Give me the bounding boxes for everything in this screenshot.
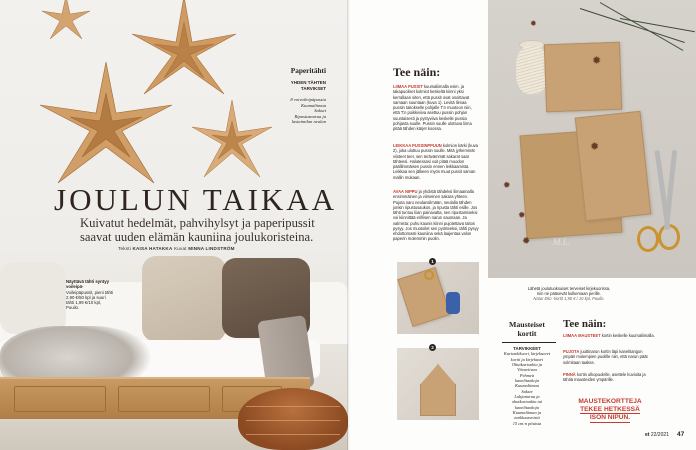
supply-item: Kuumaliimaa ja [512,410,542,416]
step-lead: AVAA NIPPU [393,189,418,194]
supply-item: kortti ja kirjekuori [510,356,544,362]
step-lead: PUJOTA [563,349,580,354]
supply-item: Sakset [521,388,533,394]
star-anise-icon: ✹ [592,55,602,67]
kraft-card [575,111,652,221]
desk-handwriting: M.L. [553,237,571,247]
step-lead: LIIMAA MAUSTEET [563,333,601,338]
step-body: kuumaliimalla esim. ja takapuoliset kolmiot keskeltä kiinni yksi kerrallaan siten, että pussit ovat osoittavat samaan suuntaan (kuva 1). Levitä liimaa pussin taitokselle pohjalle T:n muotoon niin, että T:n poikkiviiva asettuu pussin pohjan suuntaisesti ja pystyviiva keskelle pussia pohjasta suulle. Pussin suulle ulottuva liima pitää tähden kärjet koossa. [393,84,472,131]
pouf-stitch [246,420,340,421]
tip-line: TEKEE HETKESSÄ [580,405,640,413]
title-line: kortit [517,328,537,338]
supply-item: kanelitankoja [515,378,539,384]
supply-item: Kartonkikuori, kirjekuoret [503,351,551,357]
supply-item: lasiaimilan neulan [291,119,326,125]
spice-cards-supplies [492,346,562,426]
step-lead: LEIKKAA PUSSINPPUUN [393,143,442,148]
supply-item: tarkkuusveistä [514,415,540,421]
scissors-icon [424,270,434,280]
paper-star-small-top [40,0,92,42]
star-anise-icon: ✹ [503,180,511,190]
how-to-title: Tee näin: [393,65,441,79]
magazine-brand: et [645,432,650,438]
step-body: juuttinarun kortin läpi kanelitangon ympäri molempien puolille niin, että narun päät solmitaan taakse. [563,349,648,365]
instruction-step-1 [393,84,479,131]
title-line: Mausteiset [509,320,545,329]
article-credits [118,246,235,251]
supply-item: Kuumaliimaa [300,102,326,108]
card-step-1 [563,333,655,338]
caption-credit: Natur Eko -kortit 1,90 € / 10 kpl, Puuilo. [533,296,605,302]
supply-item: Pehmeä [519,372,535,378]
supply-item: Sakset [314,108,326,114]
scissors-handle [637,226,659,252]
star-anise-icon: ✹ [518,210,526,220]
pouf-stitch [246,406,340,407]
caption-sub-line: TARVIKSET [300,85,326,91]
supply-item: Ohutkartonkia ja [511,362,543,368]
pouf-stitch [246,434,340,435]
step-lead: LIIMAA PUSSIT [393,84,423,89]
credit-author: KAISA HATAKKA [132,246,173,251]
tip-line: MAUSTEKORTTEJA [578,398,642,405]
supply-item: kanelitankoja [515,404,539,410]
desk-photo-caption [494,286,644,302]
step-body: ja yhdistä tähdeksi liimaamalla ensimmäinen ja viimeinen sakara yhteen. Pujota naru neulansilmään, neulalla tähden jonkin ripustusaukon, ja ripusta tähti esille. Jos tähti tuntuu liian painavalta, sen ripustamiseksi voi kiinnittää erillisen narun saumaan. Ja valmista: puhu kaunis kiinni pujotettava taitos pysyy. Jos muotoilet sen pyörteeksi, tähti pysyy ehdottomasti kauniina sekä laajentaa valon paperin molemmin puolin. [393,189,479,242]
supply-item: Viivaviivaa [517,367,537,373]
credit-label: Teksti [118,246,131,251]
supply-item: 8 voivoileipäpussia [290,97,326,102]
subhead-line: saavat uuden elämän kauniina joulukoristeina. [80,229,314,244]
supply-item: 15 cm:n pituisia [512,420,542,426]
how-to-title-2: Tee näin: [563,318,607,330]
step-body: kolmion kärki (kuva 2), joka ulottuu pussin suulle. Mitä jyrkemmät viisteet teet, sen terävämmät sakarat saat tähteesi. Halutessasi voit pitää muodon päällimmäisen pussin ennen leikkaamista. Leikkaa sen jälkeen myös muut pussit saman mallin mukaan. [393,143,478,180]
page-gutter [347,0,350,450]
issue-number: 22/2021 [650,432,669,438]
kraft-card [544,42,622,113]
step-number-badge: 2 [429,344,436,351]
divider [502,342,556,343]
caption-title: Paperitähti [290,66,326,75]
product-note-text: Voileipäpussit, pieni tähti 2,90 €/50 kpl ja suuri tähti 1,99 €/10 kpl, Puuilo. [66,289,114,311]
supply-item: ohutkartonkia tai [511,399,543,405]
bench-drawer [14,386,106,412]
article-headline: JOULUN TAIKAA [54,182,338,217]
tip-callout [566,398,654,423]
step-lead: PINNÄ [563,372,576,377]
star-anise-icon: ✹ [522,236,531,247]
star-anise-icon: ✹ [590,141,600,153]
step-number-badge: 1 [429,258,436,265]
leather-pouf [238,388,348,450]
caption-line: niin ne pääsevät kulkemaan perille. [537,291,601,297]
card-step-3 [563,372,655,383]
product-note [66,279,114,311]
product-note-title: Näyttävä tähti syntyy voileipä- [66,279,109,290]
page-number: 47 [677,431,685,438]
article-subhead [80,217,330,244]
paper-star-large-left [36,62,176,192]
card-step-2 [563,349,655,365]
tip-line: ISON NIPUN. [589,414,631,422]
folio [645,432,669,438]
glue-gun-icon [446,292,460,314]
supply-item: Kuumaliimaa [515,383,539,389]
supply-item: Lahjanarua ja [514,394,540,400]
bench-drawer [118,386,210,412]
step-body: kortin ulkopuolelle, asettele kuvioita ja tähtiä mausteiden ympärille. [563,372,646,383]
caption-supplies-heading [252,80,326,91]
star-anise-icon: ✹ [530,19,537,28]
instruction-step-3 [393,189,479,242]
caption-sub-line: YHDEN TÄHTEN [290,80,326,85]
pillow-white [0,262,66,334]
pillow-linen [142,256,226,342]
supply-item: Ripustusnarua ja [294,113,326,119]
instruction-step-2 [393,143,479,180]
caption-line: Lähetä joulutuoksuiset terveiset kirjekuorissa, [527,286,611,291]
spice-cards-title [497,321,557,338]
caption-supplies-list [252,97,326,125]
subhead-line: Kuivatut hedelmät, pahvihylsyt ja paperipussit [80,216,315,230]
step-body: kortin keskelle kuumaliimalla. [600,333,655,338]
supplies-heading: TARVIKKEET [513,346,541,351]
credit-label: Kuvat [173,246,187,251]
credit-photographer: MINNA LINDSTRÖM [188,246,235,251]
